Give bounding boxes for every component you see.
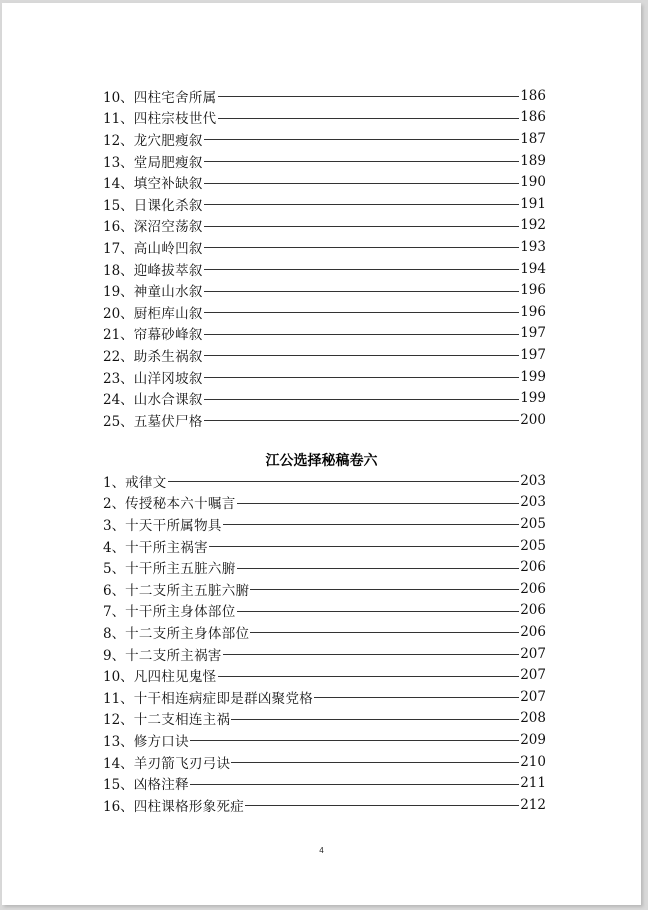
entry-page: 206 [520,559,546,576]
entry-page: 205 [520,537,546,554]
entry-title: 戒律文 [125,474,167,491]
entry-title: 助杀生祸叙 [133,348,203,365]
dot-leader [204,247,520,248]
toc-entry[interactable] [103,279,546,301]
toc-entry[interactable] [103,513,546,535]
entry-title: 深沼空荡叙 [133,219,203,236]
toc-entry[interactable] [103,258,546,280]
dot-leader [168,481,520,482]
entry-title: 龙穴肥瘦叙 [133,132,203,149]
entry-number: 21、 [103,327,134,344]
dot-leader [204,161,520,162]
toc-entry[interactable] [103,578,546,600]
dot-leader [204,183,520,184]
entry-number: 14、 [103,755,134,772]
entry-title: 十干所主身体部位 [125,604,236,621]
entry-number: 5、 [103,561,126,578]
entry-page: 203 [520,472,546,489]
entry-title: 厨柜库山叙 [133,305,203,322]
dot-leader [237,611,520,612]
entry-page: 199 [520,368,546,385]
entry-number: 16、 [103,219,134,236]
toc-entry[interactable] [103,751,546,773]
entry-title: 高山岭凹叙 [133,240,203,257]
dot-leader [314,697,519,698]
entry-number: 16、 [103,798,134,815]
toc-entry[interactable] [103,708,546,730]
entry-number: 11、 [103,111,134,128]
entry-title: 五墓伏尸格 [133,413,203,430]
dot-leader [250,632,519,633]
entry-number: 20、 [103,305,134,322]
dot-leader [204,139,520,140]
entry-page: 186 [520,109,546,126]
entry-number: 15、 [103,197,134,214]
entry-page: 209 [520,731,546,748]
entry-title: 帘幕砂峰叙 [133,327,203,344]
entry-title: 十二支所主五脏六腑 [125,582,250,599]
toc-entry[interactable] [103,171,546,193]
dot-leader [204,355,520,356]
entry-title: 山洋冈坡叙 [133,370,203,387]
entry-number: 7、 [103,604,126,621]
entry-title: 羊刃箭飞刃弓诀 [133,755,231,772]
entry-title: 堂局肥瘦叙 [133,154,203,171]
dot-leader [231,719,519,720]
toc-entry[interactable] [103,366,546,388]
entry-page: 191 [520,195,546,212]
entry-page: 197 [520,325,546,342]
section-heading: 江公选择秘稿卷六 [265,453,378,469]
entry-number: 12、 [103,132,134,149]
entry-title: 日课化杀叙 [133,197,203,214]
dot-leader [190,784,519,785]
entry-number: 25、 [103,413,134,430]
entry-page: 192 [520,217,546,234]
entry-number: 17、 [103,240,134,257]
toc-entry[interactable] [103,664,546,686]
dot-leader [204,226,520,227]
toc-entry[interactable] [103,535,546,557]
entry-title: 十二支所主祸害 [125,647,222,664]
entry-title: 十二支相连主祸 [133,712,231,729]
entry-page: 189 [520,152,546,169]
dot-leader [245,805,519,806]
toc-entry[interactable] [103,323,546,345]
toc-entry[interactable] [103,794,546,816]
entry-page: 200 [520,411,546,428]
dot-leader [204,312,520,313]
entry-title: 十干所主五脏六腑 [125,561,236,578]
entry-number: 15、 [103,777,134,794]
entry-number: 14、 [103,176,134,193]
dot-leader [204,291,520,292]
entry-page: 186 [520,87,546,104]
entry-title: 凶格注释 [133,777,189,794]
entry-number: 23、 [103,370,134,387]
dot-leader [237,503,520,504]
entry-title: 迎峰拔萃叙 [133,262,203,279]
toc-list-continued [103,85,546,431]
entry-page: 206 [520,602,546,619]
entry-number: 6、 [103,582,126,599]
entry-title: 四柱宗枝世代 [133,111,217,128]
toc-entry[interactable] [103,409,546,431]
toc-entry[interactable] [103,643,546,665]
entry-page: 187 [520,130,546,147]
dot-leader [237,568,520,569]
entry-number: 13、 [103,733,134,750]
entry-page: 196 [520,303,546,320]
entry-title: 填空补缺叙 [133,176,203,193]
entry-title: 修方口诀 [133,733,189,750]
entry-number: 10、 [103,669,134,686]
entry-page: 212 [520,796,546,813]
entry-number: 2、 [103,496,126,513]
entry-title: 山水合课叙 [133,392,203,409]
toc-list-volume-six [103,470,546,816]
entry-title: 凡四柱见鬼怪 [133,669,217,686]
toc-entry[interactable] [103,128,546,150]
entry-page: 199 [520,390,546,407]
dot-leader [204,377,520,378]
dot-leader [231,762,519,763]
entry-number: 1、 [103,474,126,491]
entry-number: 8、 [103,625,126,642]
entry-page: 206 [520,580,546,597]
dot-leader [204,420,520,421]
entry-page: 193 [520,238,546,255]
toc-entry[interactable] [103,193,546,215]
toc-entry[interactable] [103,492,546,514]
entry-title: 神童山水叙 [133,284,203,301]
dot-leader [204,399,520,400]
entry-title: 十干所主祸害 [125,539,208,556]
entry-title: 十天干所属物具 [125,517,222,534]
dot-leader [250,589,519,590]
document-page [2,3,641,905]
entry-number: 13、 [103,154,134,171]
entry-page: 207 [520,667,546,684]
toc-entry[interactable] [103,344,546,366]
toc-entry[interactable] [103,556,546,578]
toc-entry[interactable] [103,215,546,237]
entry-number: 9、 [103,647,126,664]
entry-number: 18、 [103,262,134,279]
toc-entry[interactable] [103,301,546,323]
dot-leader [223,654,520,655]
dot-leader [218,676,520,677]
toc-entry[interactable] [103,387,546,409]
entry-number: 12、 [103,712,134,729]
entry-title: 十二支所主身体部位 [125,625,250,642]
entry-page: 203 [520,494,546,511]
toc-entry[interactable] [103,600,546,622]
dot-leader [204,204,520,205]
toc-entry[interactable] [103,236,546,258]
entry-number: 4、 [103,539,126,556]
entry-page: 206 [520,623,546,640]
entry-page: 190 [520,174,546,191]
dot-leader [190,740,519,741]
toc-entry[interactable] [103,85,546,107]
toc-entry[interactable] [103,772,546,794]
dot-leader [223,524,520,525]
entry-title: 四柱课格形象死症 [133,798,245,815]
dot-leader [204,334,520,335]
dot-leader [218,118,520,119]
entry-number: 10、 [103,89,134,106]
entry-page: 194 [520,260,546,277]
entry-page: 211 [520,775,546,792]
entry-number: 19、 [103,284,134,301]
entry-title: 传授秘本六十嘱言 [125,496,236,513]
entry-page: 197 [520,346,546,363]
entry-title: 四柱宅舍所属 [133,89,217,106]
entry-number: 22、 [103,348,134,365]
toc-entry[interactable] [103,729,546,751]
entry-number: 11、 [103,690,134,707]
entry-page: 207 [520,688,546,705]
toc-entry[interactable] [103,107,546,129]
dot-leader [209,546,519,547]
entry-page: 210 [520,753,546,770]
entry-page: 208 [520,710,546,727]
dot-leader [218,96,520,97]
entry-title: 十干相连病症即是群凶聚党格 [133,690,314,707]
entry-page: 207 [520,645,546,662]
dot-leader [204,269,520,270]
entry-number: 24、 [103,392,134,409]
entry-number: 3、 [103,517,126,534]
toc-entry[interactable] [103,621,546,643]
toc-entry[interactable] [103,686,546,708]
entry-page: 205 [520,515,546,532]
toc-entry[interactable] [103,470,546,492]
toc-entry[interactable] [103,150,546,172]
entry-page: 196 [520,282,546,299]
page-number: 4 [319,846,324,855]
